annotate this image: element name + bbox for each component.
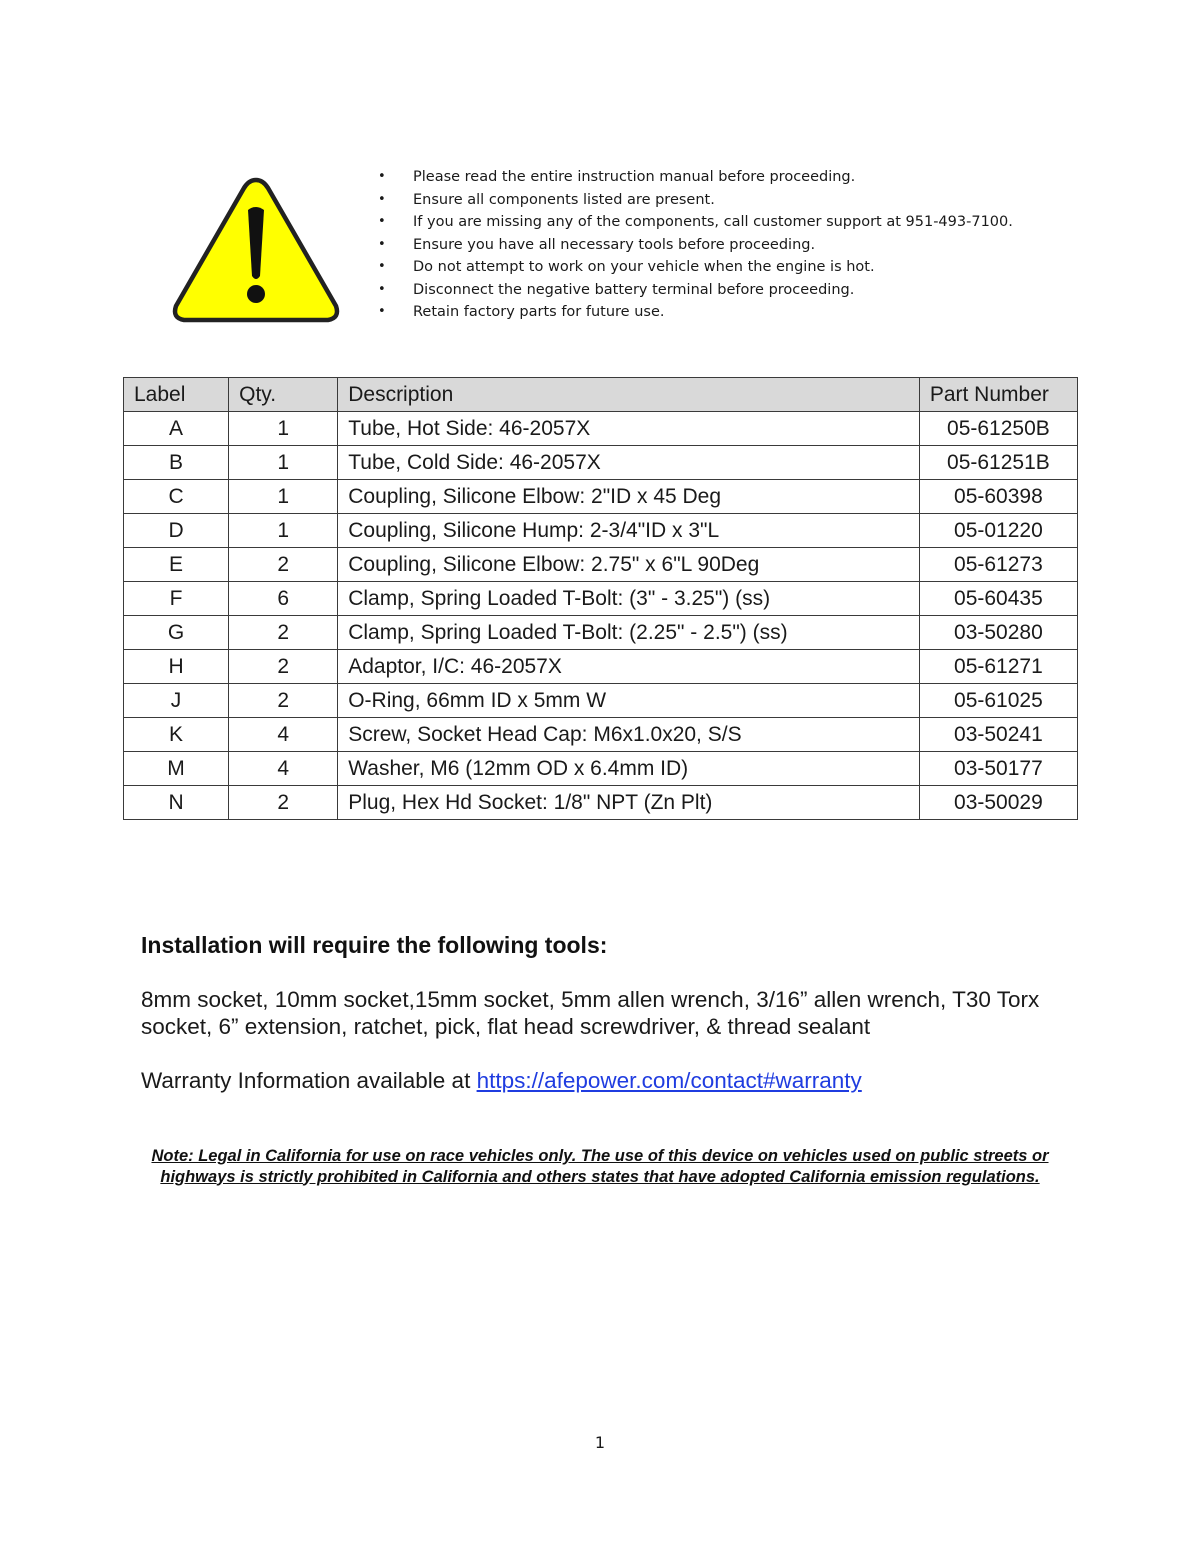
cell-qty: 2 xyxy=(229,616,338,650)
table-row xyxy=(124,480,1078,514)
table-row xyxy=(124,548,1078,582)
cell-description: Clamp, Spring Loaded T-Bolt: (3" - 3.25") (ss) xyxy=(338,582,920,616)
list-item xyxy=(378,166,1013,189)
cell-description: Clamp, Spring Loaded T-Bolt: (2.25" - 2.5") (ss) xyxy=(338,616,920,650)
cell-description: Washer, M6 (12mm OD x 6.4mm ID) xyxy=(338,752,920,786)
parts-table xyxy=(123,377,1078,820)
instruction-text: Retain factory parts for future use. xyxy=(413,304,665,320)
cell-description: Tube, Hot Side: 46-2057X xyxy=(338,412,920,446)
bullet-icon: • xyxy=(378,169,386,184)
page-number: 1 xyxy=(594,1433,606,1452)
column-header-part-number: Part Number xyxy=(919,378,1077,412)
column-header-label: Label xyxy=(124,378,229,412)
cell-qty: 2 xyxy=(229,786,338,820)
legal-note: Note: Legal in California for use on race vehicles only. The use of this device on vehicles used on public streets or highways is strictly prohibited in California and others states that have adopted California emission regulations. xyxy=(151,1147,1049,1186)
instruction-text: Ensure you have all necessary tools before proceeding. xyxy=(413,236,816,253)
cell-part-number: 05-61025 xyxy=(919,684,1077,718)
cell-label: D xyxy=(124,514,229,548)
cell-qty: 1 xyxy=(229,480,338,514)
cell-part-number: 05-61250B xyxy=(919,412,1077,446)
cell-label: A xyxy=(124,412,229,446)
cell-qty: 4 xyxy=(229,752,338,786)
instruction-list xyxy=(378,166,1013,324)
list-item xyxy=(378,301,1013,324)
list-item xyxy=(378,234,1013,257)
bullet-icon: • xyxy=(378,281,386,297)
cell-label: G xyxy=(124,616,229,650)
cell-qty: 4 xyxy=(229,718,338,752)
bullet-icon: • xyxy=(378,236,386,252)
cell-label: M xyxy=(124,752,229,786)
tools-heading: Installation will require the following tools: xyxy=(141,932,608,958)
instruction-text: If you are missing any of the components, call customer support at 951-493-7100. xyxy=(413,214,1013,230)
table-row xyxy=(124,684,1078,718)
cell-description: Screw, Socket Head Cap: M6x1.0x20, S/S xyxy=(338,718,920,752)
cell-label: C xyxy=(124,480,229,514)
warranty-info xyxy=(141,1068,862,1094)
cell-qty: 6 xyxy=(229,582,338,616)
instruction-text: Ensure all components listed are present. xyxy=(413,191,715,208)
cell-label: H xyxy=(124,650,229,684)
warning-triangle-icon xyxy=(168,172,344,327)
table-row xyxy=(124,786,1078,820)
cell-qty: 2 xyxy=(229,684,338,718)
cell-description: Adaptor, I/C: 46-2057X xyxy=(338,650,920,684)
cell-description: O-Ring, 66mm ID x 5mm W xyxy=(338,684,920,718)
bullet-icon: • xyxy=(378,259,386,274)
table-header-row xyxy=(124,378,1078,412)
cell-part-number: 05-01220 xyxy=(919,514,1077,548)
table-row xyxy=(124,650,1078,684)
table-row xyxy=(124,752,1078,786)
table-row xyxy=(124,514,1078,548)
cell-label: N xyxy=(124,786,229,820)
bullet-icon: • xyxy=(378,214,386,229)
column-header-qty: Qty. xyxy=(229,378,338,412)
tools-list: 8mm socket, 10mm socket,15mm socket, 5mm allen wrench, 3/16” allen wrench, T30 Torx socket, 6” extension, ratchet, pick, flat head screwdriver, & thread sealant xyxy=(141,987,1040,1039)
cell-label: E xyxy=(124,548,229,582)
column-header-description: Description xyxy=(338,378,920,412)
bullet-icon: • xyxy=(378,304,386,319)
cell-part-number: 03-50177 xyxy=(919,752,1077,786)
table-row xyxy=(124,582,1078,616)
cell-label: F xyxy=(124,582,229,616)
table-row xyxy=(124,616,1078,650)
cell-part-number: 05-61251B xyxy=(919,446,1077,480)
cell-part-number: 05-61273 xyxy=(919,548,1077,582)
cell-description: Plug, Hex Hd Socket: 1/8" NPT (Zn Plt) xyxy=(338,786,920,820)
instruction-text: Disconnect the negative battery terminal before proceeding. xyxy=(413,281,855,298)
cell-label: B xyxy=(124,446,229,480)
list-item xyxy=(378,189,1013,212)
list-item xyxy=(378,279,1013,302)
cell-qty: 2 xyxy=(229,548,338,582)
cell-qty: 2 xyxy=(229,650,338,684)
cell-description: Tube, Cold Side: 46-2057X xyxy=(338,446,920,480)
warranty-link[interactable]: https://afepower.com/contact#warranty xyxy=(476,1068,862,1093)
cell-qty: 1 xyxy=(229,514,338,548)
table-row xyxy=(124,718,1078,752)
cell-part-number: 03-50241 xyxy=(919,718,1077,752)
bullet-icon: • xyxy=(378,191,386,207)
cell-description: Coupling, Silicone Elbow: 2"ID x 45 Deg xyxy=(338,480,920,514)
cell-part-number: 03-50280 xyxy=(919,616,1077,650)
table-row xyxy=(124,412,1078,446)
cell-label: J xyxy=(124,684,229,718)
cell-qty: 1 xyxy=(229,412,338,446)
cell-label: K xyxy=(124,718,229,752)
cell-part-number: 05-61271 xyxy=(919,650,1077,684)
cell-description: Coupling, Silicone Hump: 2-3/4"ID x 3"L xyxy=(338,514,920,548)
cell-qty: 1 xyxy=(229,446,338,480)
cell-description: Coupling, Silicone Elbow: 2.75" x 6"L 90Deg xyxy=(338,548,920,582)
cell-part-number: 05-60398 xyxy=(919,480,1077,514)
list-item xyxy=(378,211,1013,234)
warranty-prefix: Warranty Information available at xyxy=(141,1068,477,1093)
list-item xyxy=(378,256,1013,279)
cell-part-number: 03-50029 xyxy=(919,786,1077,820)
table-row xyxy=(124,446,1078,480)
cell-part-number: 05-60435 xyxy=(919,582,1077,616)
instruction-text: Do not attempt to work on your vehicle when the engine is hot. xyxy=(413,259,875,275)
instruction-text: Please read the entire instruction manual before proceeding. xyxy=(413,169,856,185)
